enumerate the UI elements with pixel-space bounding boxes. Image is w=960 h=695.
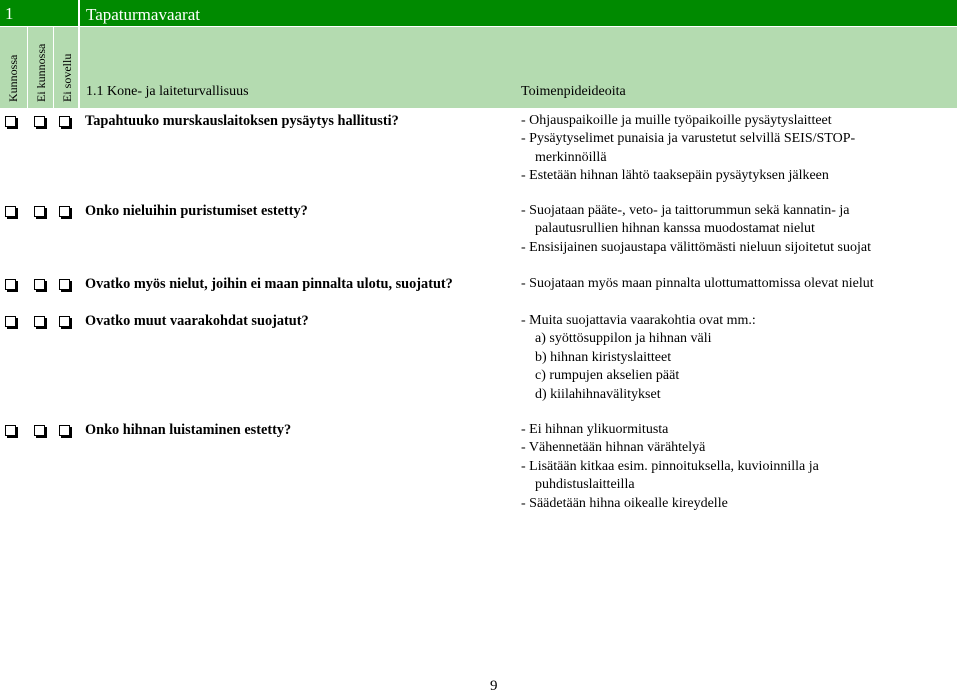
answer-line: palautusrullien hihnan kanssa muodostamat nielut — [535, 221, 815, 237]
answer-line: - Suojataan pääte-, veto- ja taittorummun sekä kannatin- ja — [521, 203, 850, 218]
answer-line: merkinnöillä — [535, 149, 607, 165]
measures-header: Toimenpideideoita — [521, 84, 626, 99]
question-text: Ovatko myös nielut, joihin ei maan pinnalta ulotu, suojatut? — [85, 276, 453, 292]
checkbox-not-ok[interactable] — [34, 206, 45, 217]
answer-block — [521, 312, 951, 404]
subsection-title: 1.1 Kone- ja laiteturvallisuus — [86, 84, 249, 99]
answer-line: b) hihnan kiristyslaitteet — [535, 349, 672, 365]
checkbox-not-ok[interactable] — [34, 279, 45, 290]
answer-block — [521, 275, 951, 293]
answer-line: - Ei hihnan ylikuormitusta — [521, 422, 669, 437]
check-header-na: Ei sovellu — [60, 53, 74, 102]
checkbox-na[interactable] — [59, 425, 70, 436]
checkbox-na[interactable] — [59, 316, 70, 327]
question-text: Onko hihnan luistaminen estetty? — [85, 422, 292, 438]
check-header-ok: Kunnossa — [6, 54, 20, 102]
answer-line: - Suojataan myös maan pinnalta ulottumattomissa olevat nielut — [521, 276, 874, 291]
answer-line: - Säädetään hihna oikealle kireydelle — [521, 495, 728, 511]
answer-line: - Ohjauspaikoille ja muille työpaikoille pysäytyslaitteet — [521, 113, 832, 128]
check-header-not-ok: Ei kunnossa — [34, 43, 48, 102]
answer-line: - Pysäytyselimet punaisia ja varustetut selvillä SEIS/STOP- — [521, 131, 856, 147]
answer-line: puhdistuslaitteilla — [535, 477, 635, 493]
checkbox-not-ok[interactable] — [34, 425, 45, 436]
section-number: 1 — [5, 4, 14, 23]
checkbox-ok[interactable] — [5, 316, 16, 327]
page-number: 9 — [490, 678, 498, 694]
checkbox-ok[interactable] — [5, 425, 16, 436]
checkbox-na[interactable] — [59, 116, 70, 127]
answer-line: d) kiilahihnavälitykset — [535, 386, 661, 402]
answer-line: - Muita suojattavia vaarakohtia ovat mm.: — [521, 313, 756, 328]
answer-line: - Estetään hihnan lähtö taaksepäin pysäytyksen jälkeen — [521, 168, 829, 184]
checkbox-ok[interactable] — [5, 279, 16, 290]
answer-line: - Ensisijainen suojaustapa välittömästi nieluun sijoitetut suojat — [521, 239, 871, 255]
answer-line: - Lisätään kitkaa esim. pinnoituksella, kuvioinnilla ja — [521, 458, 819, 474]
answer-line: c) rumpujen akselien päät — [535, 368, 680, 384]
question-text: Ovatko muut vaarakohdat suojatut? — [85, 313, 309, 329]
checkbox-na[interactable] — [59, 279, 70, 290]
checkbox-na[interactable] — [59, 206, 70, 217]
section-title-bar — [80, 0, 957, 26]
checkbox-ok[interactable] — [5, 116, 16, 127]
checkbox-not-ok[interactable] — [34, 316, 45, 327]
question-text: Tapahtuuko murskauslaitoksen pysäytys hallitusti? — [85, 113, 399, 129]
question-text: Onko nieluihin puristumiset estetty? — [85, 203, 308, 219]
section-title: Tapaturmavaarat — [86, 5, 200, 24]
answer-block — [521, 112, 951, 186]
checkbox-not-ok[interactable] — [34, 116, 45, 127]
answer-line: - Vähennetään hihnan värähtelyä — [521, 440, 706, 456]
checkbox-ok[interactable] — [5, 206, 16, 217]
answer-block — [521, 421, 951, 513]
answer-line: a) syöttösuppilon ja hihnan väli — [535, 331, 712, 347]
answer-block — [521, 202, 951, 257]
